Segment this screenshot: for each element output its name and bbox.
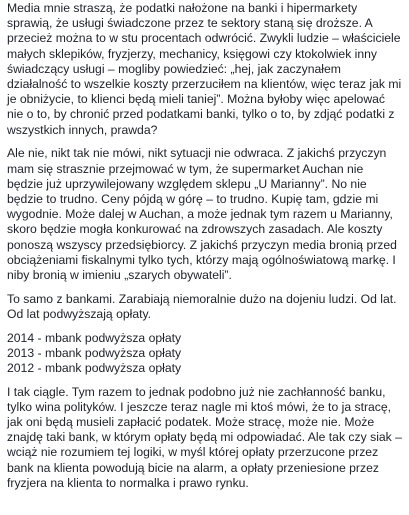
fee-increase-list: [7, 331, 402, 377]
post-body: [7, 1, 402, 491]
list-item: 2014 - mbank podwyższa opłaty: [7, 330, 182, 345]
paragraph-1: Media mnie straszą, że podatki nałożone na banki i hipermarkety sprawią, że usługi świadczone przez te sektory staną się droższe. A przecież można to w stu procentach odwrócić. Zwykli ludzie – właściciele małych sklepików, fryzjerzy, mechanicy, księgowi czy ktokolwiek inny świadczący usługi – mogliby powiedzieć: „hej, jak zaczynałem działalność to wszelkie koszty przerzuciłem na klientów, więc teraz jak mi je obniżycie, to klienci będą mieli taniej”. Można byłoby więc apelować nie o to, by chronić przed podatkami banki, tylko o to, by zdjąć podatki z wszystkich innych, prawda?: [7, 1, 402, 137]
paragraph-2: Ale nie, nikt tak nie mówi, nikt sytuacji nie odwraca. Z jakichś przyczyn mam się strasznie przejmować w tym, że supermarket Auchan nie będzie już uprzywilejowany względem sklepu „U Marianny”. No nie będzie to trudno. Ceny pójdą w górę – to trudno. Kupię tam, gdzie mi wygodnie. Może dalej w Auchan, a może jednak tym razem u Marianny, skoro będzie mogła konkurować na zdrowszych zasadach. Ale koszty ponoszą wszyscy przedsiębiorcy. Z jakichś przyczyn media bronią przed obciążeniami fiskalnymi tylko tych, którzy mają ogólnoświatową markę. I niby bronią w imieniu „szarych obywateli”.: [7, 146, 397, 282]
paragraph-3: To samo z bankami. Zarabiają niemoralnie dużo na dojeniu ludzi. Od lat. Od lat podwyższają opłaty.: [7, 291, 397, 321]
list-item: 2013 - mbank podwyższa opłaty: [7, 345, 182, 360]
list-item: 2012 - mbank podwyższa opłaty: [7, 360, 182, 375]
paragraph-closing: I tak ciągle. Tym razem to jednak podobno już nie zachłanność banku, tylko wina polityków. I jeszcze teraz nagle mi ktoś mówi, że to ja stracę, jak oni będą musieli zapłacić podatek. Może stracę, może nie. Może znajdę taki bank, w którym opłaty będą mi odpowiadać. Ale tak czy siak – wciąż nie rozumiem tej logiki, w myśl której opłaty przerzucone przez bank na klienta powodują bicie na alarm, a opłaty przeniesione przez fryzjera na klienta to normalka i prawo rynku.: [7, 384, 402, 490]
